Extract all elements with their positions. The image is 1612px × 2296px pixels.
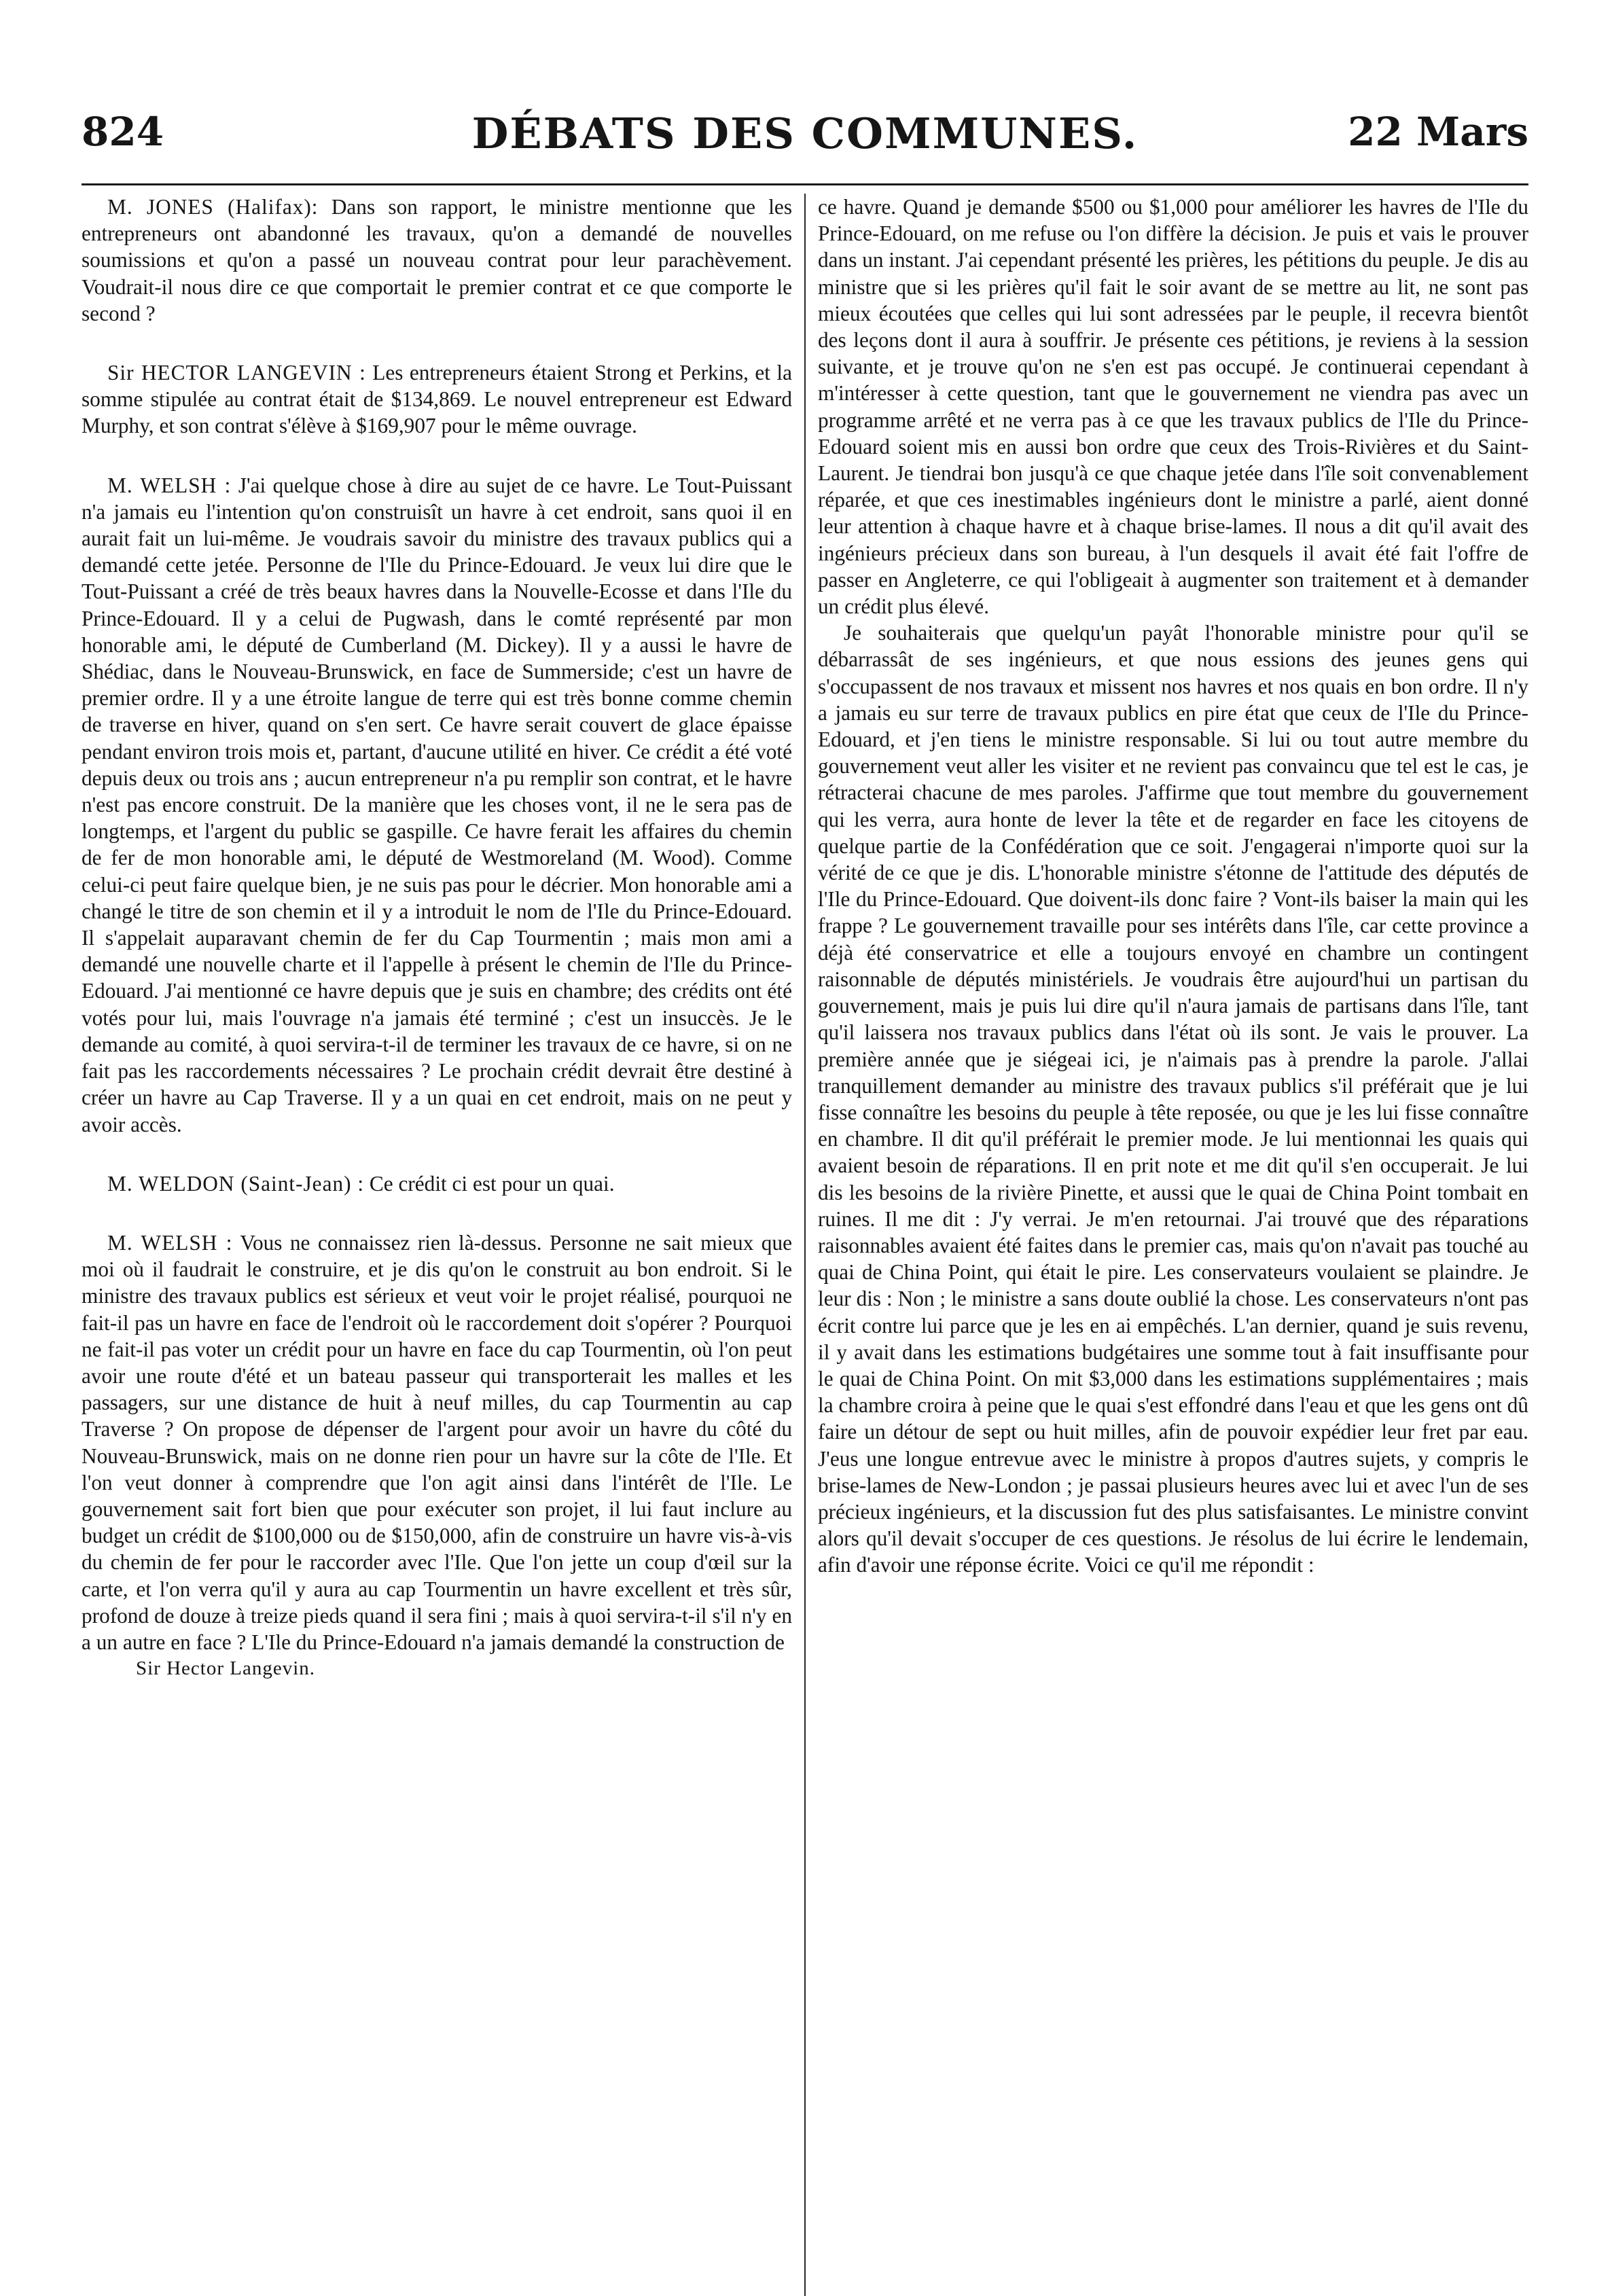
text-columns: [82, 194, 1528, 2296]
document-page: [82, 102, 1528, 2262]
speech-text: Les entrepreneurs étaient Strong et Perkins, et la somme stipulée au contrat était de $134,869. Le nouvel entrepreneur est Edward Murphy, et son contrat s'élève à $169,907 pour le même ouvrage.: [82, 361, 793, 438]
paragraph: Je souhaiterais que quelqu'un payât l'honorable ministre pour qu'il se débarrassât de ses ingénieurs, et que nous essions des jeunes gens qui s'occupassent de nos travaux et missent nos havres et nos quais en bon ordre. Il n'y a jamais eu sur terre de travaux publics en pire état que ceux de l'Ile du Prince-Edouard, et j'en tiens le ministre responsable. Si lui ou tout autre membre du gouvernement veut aller les visiter et ne revient pas convaincu que tel est le cas, je rétracterai chacune de mes paroles. J'affirme que tout membre du gouvernement qui les verra, aura honte de lever la tête et de regarder en face les citoyens de quelque partie de la Confédération que ce soit. J'engagerai n'importe quoi sur la vérité de ce que je dis. L'honorable ministre s'étonne de l'attitude des députés de l'Ile du Prince-Edouard. Que doivent-ils donc faire ? Vont-ils baiser la main qui les frappe ? Le gouvernement travaille pour ses intérêts dans l'île, car cette province a déjà été conservatrice et elle a toujours envoyé en chambre un contingent raisonnable de députés ministériels. Je voudrais être aujourd'hui un partisan du gouvernement, mais je puis lui dire qu'il n'aura jamais de partisans dans l'île, tant qu'il laissera nos travaux publics dans l'état où ils sont. Je vais le prouver. La première année que je siégeai ici, je n'aimais pas à prendre la parole. J'allai tranquillement demander au ministre des travaux publics s'il préférait que je lui fisse connaître les besoins du peuple à tête reposée, ou que je les lui fisse connaître en chambre. Il dit qu'il préférait le premier mode. Je lui mentionnai les quais qui avaient besoin de réparations. Il en prit note et me dit qu'il s'en occuperait. Je lui dis les besoins de la rivière Pinette, et aussi que le quai de China Point tombait en ruines. Il me dit : J'y verrai. Je m'en retournai. J'ai trouvé que des réparations raisonnables avaient été faites dans le premier cas, mais qu'on n'avait pas touché au quai de China Point, qui était le pire. Les conservateurs voulaient se plaindre. Je leur dis : Non ; le ministre a sans doute oublié la chose. Les conservateurs n'ont pas écrit contre lui parce que je les en ai empêchés. L'an dernier, quand je suis revenu, il y avait dans les estimations budgétaires une somme tout à fait insuffisante pour le quai de China Point. On mit $3,000 dans les estimations supplémentaires ; mais la chambre croira à peine que le quai s'est effondré dans l'eau et que les gens ont dû faire un détour de sept ou huit milles, afin de pouvoir expédier leur fret par eau. J'eus une longue entrevue avec le ministre à propos d'autres sujets, y compris le brise-lames de New-London ; je passai plusieurs heures avec lui et avec l'un de ses précieux ingénieurs, et la discussion fut des plus satisfaisantes. Le ministre convint alors qu'il devait s'occuper de ces questions. Je résolus de lui écrire le lendemain, afin d'avoir une réponse écrite. Voici ce qu'il me répondit :: [818, 621, 1528, 1577]
page-header: [82, 102, 1528, 185]
speaker-name: M. WELDON (Saint-Jean) :: [107, 1171, 365, 1196]
speaker-name: M. WELSH :: [107, 473, 232, 497]
page-number: 824: [82, 109, 164, 155]
speaker-name: Sir HECTOR LANGEVIN :: [107, 361, 366, 385]
speech-langevin: [82, 359, 792, 440]
speech-text: Vous ne connaissez rien là-dessus. Personne ne sait mieux que moi où il faudrait le construire, et je dis qu'on le construit au bon endroit. Si le ministre des travaux publics est sérieux et veut voir le projet réalisé, pourquoi ne fait-il pas un havre en face de l'endroit où le raccordement doit s'opérer ? Pourquoi ne fait-il pas voter un crédit pour un havre en face du cap Tourmentin, où l'on peut avoir une route d'été et un bateau passeur qui transporterait les malles et les passagers, sur une distance de huit à neuf milles, du cap Tourmentin au cap Traverse ? On propose de dépenser de l'argent pour avoir un havre du côté du Nouveau-Brunswick, mais on ne donne rien pour un havre sur la côte de l'Ile. Et l'on veut donner à comprendre que l'on agit ainsi dans l'intérêt de l'Ile. Le gouvernement sait fort bien que pour exécuter son projet, il lui faut inclure au budget un crédit de $100,000 ou de $150,000, afin de construire un havre vis-à-vis du chemin de fer pour le raccorder avec l'Ile. Que l'on jette un coup d'œil sur la carte, et l'on verra qu'il y aura au cap Tourmentin un havre excellent et très sûr, profond de douze à treize pieds quand il sera fini ; mais à quoi servira-t-il s'il n'y en a un autre en face ? L'Ile du Prince-Edouard n'a jamais demandé la construction de: [82, 1230, 792, 1654]
speech-text: Ce crédit ci est pour un quai.: [369, 1171, 615, 1196]
speech-weldon: [82, 1170, 792, 1197]
speech-welsh: [82, 472, 792, 1138]
speech-text: Dans son rapport, le ministre mentionne que les entrepreneurs ont abandonné les travaux, qu'on a demandé de nouvelles soumissions et qu'on a passé un nouveau contrat pour leur parachèvement. Voudrait-il nous dire ce que comportait le premier contrat et ce que comporte le second ?: [82, 195, 793, 325]
speaker-name: M. JONES (Halifax):: [107, 195, 319, 219]
column-divider: [804, 194, 806, 2296]
header-date: 22 Mars: [1348, 109, 1528, 155]
speech-welsh-2: [82, 1230, 792, 1655]
left-column: [82, 194, 792, 2296]
speaker-name: M. WELSH :: [107, 1230, 233, 1255]
speech-jones: [82, 194, 792, 327]
right-column: [818, 194, 1528, 2296]
signature: Sir Hector Langevin.: [136, 1657, 316, 1680]
speech-text: J'ai quelque chose à dire au sujet de ce havre. Le Tout-Puissant n'a jamais eu l'intention qu'on construisît un havre à cet endroit, sans quoi il en aurait fait un lui-même. Je voudrais savoir du ministre des travaux publics qui a demandé cette jetée. Personne de l'Ile du Prince-Edouard. Je veux lui dire que le Tout-Puissant a créé de très beaux havres dans la Nouvelle-Ecosse et dans l'Ile du Prince-Edouard. Il y a celui de Pugwash, dans le comté représenté par mon honorable ami, le député de Cumberland (M. Dickey). Il y a aussi le havre de Shédiac, dans le Nouveau-Brunswick, en face de Summerside; c'est un havre de premier ordre. Il y a une étroite langue de terre qui est très bonne comme chemin de traverse en hiver, quand on s'en sert. Ce havre serait couvert de glace épaisse pendant environ trois mois et, partant, d'aucune utilité en hiver. Ce crédit a été voté depuis deux ou trois ans ; aucun entrepreneur n'a pu remplir son contrat, et le havre n'est pas encore construit. De la manière que les choses vont, il ne le sera pas de longtemps, et l'argent du public se gaspille. Ce havre ferait les affaires du chemin de fer de mon honorable ami, le député de Westmoreland (M. Wood). Comme celui-ci peut faire quelque bien, je ne suis pas pour le décrier. Mon honorable ami a changé le titre de son chemin et il y a introduit le nom de l'Ile du Prince-Edouard. Il s'appelait auparavant chemin de fer du Cap Tourmentin ; mais mon ami a demandé une nouvelle charte et il l'appelle à présent le chemin de l'Ile du Prince-Edouard. J'ai mentionné ce havre depuis que je suis en chambre; des crédits ont été votés pour lui, mais l'ouvrage n'a jamais été terminé ; c'est un insuccès. Je le demande au comité, à quoi servira-t-il de terminer les travaux de ce havre, si on ne fait pas les raccordements nécessaires ? Le prochain crédit devrait être destiné à créer un havre au Cap Traverse. Il y a un quai en cet endroit, mais on ne peut y avoir accès.: [82, 473, 793, 1136]
continued-paragraph: ce havre. Quand je demande $500 ou $1,000 pour améliorer les havres de l'Ile du Prince-Edouard, on me refuse ou l'on diffère la décision. Je puis et vais le prouver dans un instant. J'ai cependant présenté les prières, les pétitions du peuple. Je dis au ministre que si les prières qu'il fait le soir avant de se mettre au lit, ne sont pas mieux écoutées que celles qui lui sont adressées par le peuple, il recevra bientôt des leçons dont il aura à souffrir. Je présente ces pétitions, je reviens à la session suivante, et je trouve qu'on ne s'en est pas occupé. Je continuerai cependant à m'intéresser à cette question, tant que le gouvernement ne viendra pas avec un programme arrêté et ne verra pas à ce que les travaux publics de l'Ile du Prince-Edouard soient mis en aussi bon ordre que ceux des Trois-Rivières et du Saint-Laurent. Je tiendrai bon jusqu'à ce que chaque jetée dans l'île soit convenablement réparée, et que ces inestimables ingénieurs dont le ministre a parlé, aient donné leur attention à chaque havre et à chaque brise-lames. Il nous a dit qu'il avait des ingénieurs précieux dans son bureau, à l'un desquels il avait été fait l'offre de passer en Angleterre, ce qui l'obligeait à augmenter son traitement et à demander un crédit plus élevé.: [818, 195, 1528, 619]
page-title: DÉBATS DES COMMUNES.: [471, 109, 1139, 158]
